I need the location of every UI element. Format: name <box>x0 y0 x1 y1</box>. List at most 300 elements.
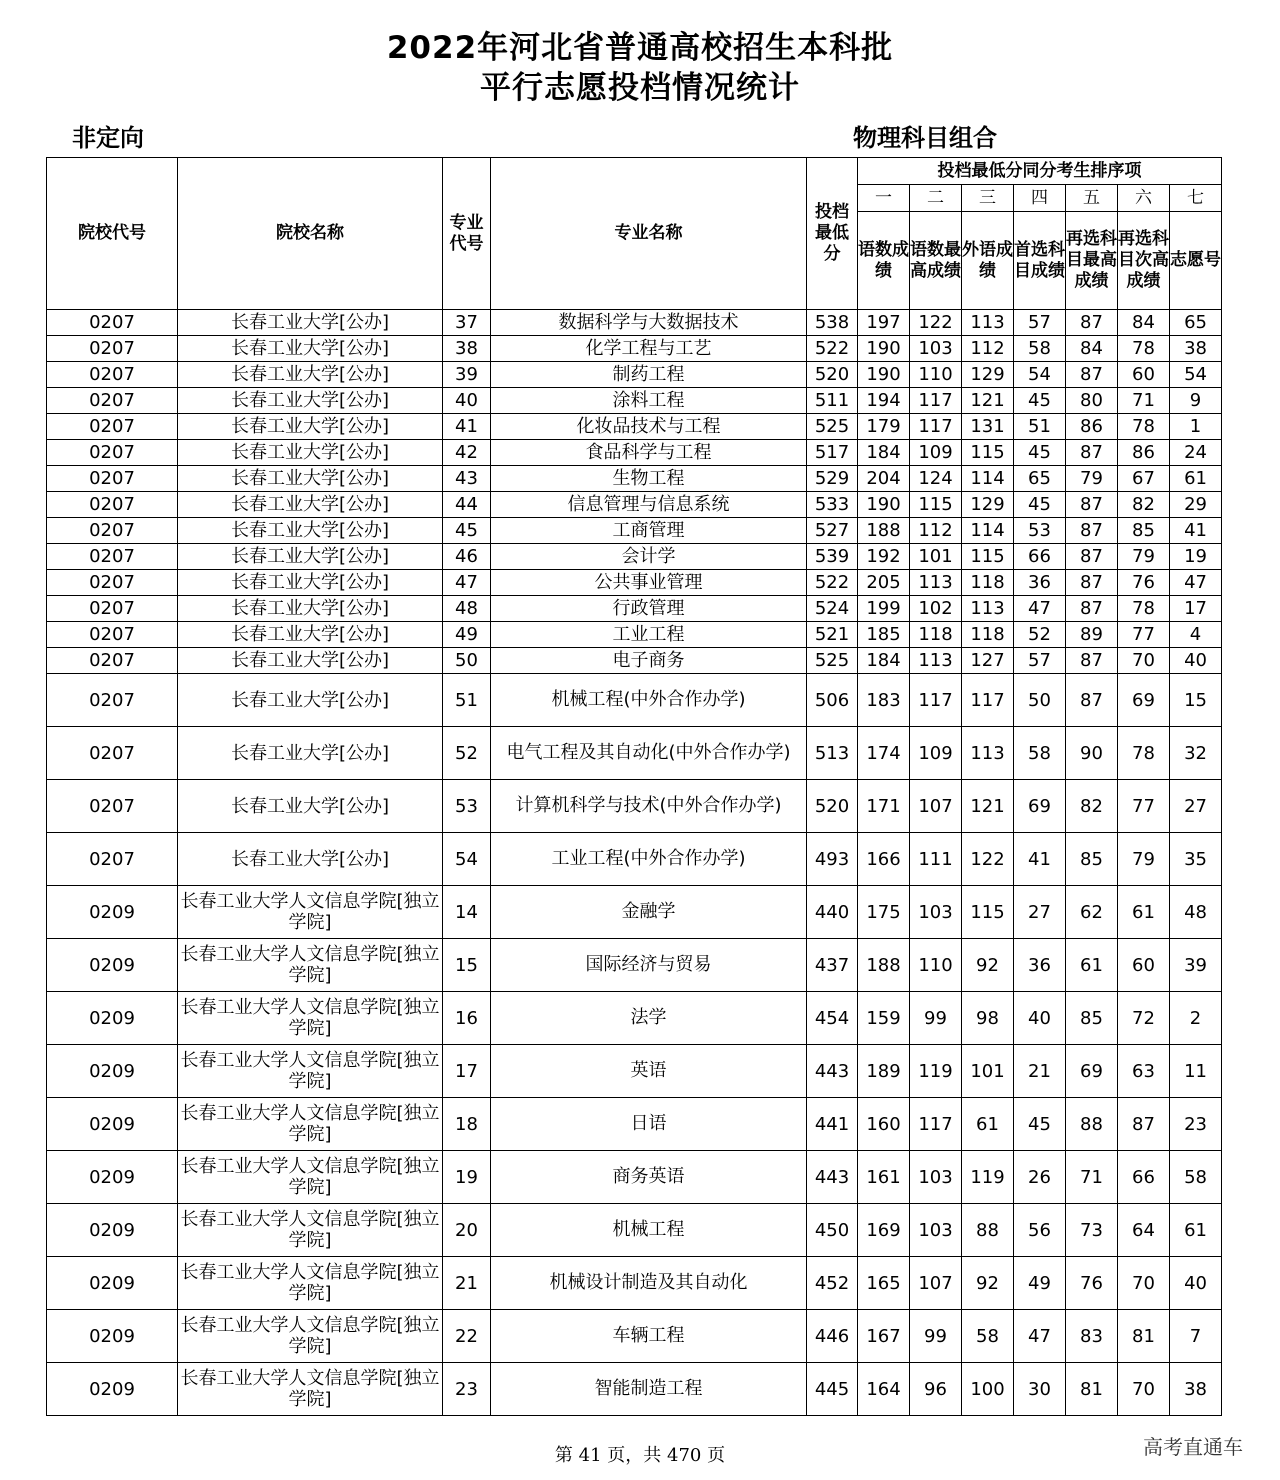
major-name-cell: 国际经济与贸易 <box>491 939 807 992</box>
table-row <box>47 886 1222 939</box>
tiebreak-cell: 161 <box>858 1151 910 1204</box>
table-row <box>47 388 1222 414</box>
major-code-cell: 46 <box>443 544 491 570</box>
tiebreak-cell: 167 <box>858 1310 910 1363</box>
tiebreak-cell: 102 <box>910 596 962 622</box>
table-row <box>47 1310 1222 1363</box>
major-code-cell: 38 <box>443 336 491 362</box>
tiebreak-cell: 171 <box>858 780 910 833</box>
tiebreak-cell: 118 <box>910 622 962 648</box>
tiebreak-cell: 118 <box>962 622 1014 648</box>
tiebreak-cell: 40 <box>1170 648 1222 674</box>
tiebreak-cell: 45 <box>1014 440 1066 466</box>
school-name-cell: 长春工业大学[公办] <box>178 492 443 518</box>
school-code-cell: 0207 <box>47 648 178 674</box>
tiebreak-cell: 113 <box>962 727 1014 780</box>
tiebreak-cell: 39 <box>1170 939 1222 992</box>
tiebreak-cell: 103 <box>910 886 962 939</box>
tiebreak-cell: 32 <box>1170 727 1222 780</box>
tiebreak-cell: 88 <box>1066 1098 1118 1151</box>
table-row <box>47 362 1222 388</box>
major-name-cell: 化妆品技术与工程 <box>491 414 807 440</box>
tiebreak-cell: 60 <box>1118 362 1170 388</box>
min-score-cell: 539 <box>807 544 858 570</box>
tiebreak-cell: 175 <box>858 886 910 939</box>
table-row <box>47 1204 1222 1257</box>
tiebreak-cell: 60 <box>1118 939 1170 992</box>
tiebreak-cell: 61 <box>1118 886 1170 939</box>
tiebreak-cell: 87 <box>1118 1098 1170 1151</box>
school-name-cell: 长春工业大学[公办] <box>178 727 443 780</box>
tiebreak-cell: 190 <box>858 492 910 518</box>
major-code-cell: 44 <box>443 492 491 518</box>
tiebreak-cell: 81 <box>1118 1310 1170 1363</box>
tiebreak-cell: 192 <box>858 544 910 570</box>
major-code-cell: 51 <box>443 674 491 727</box>
table-row <box>47 674 1222 727</box>
school-name-cell: 长春工业大学[公办] <box>178 362 443 388</box>
school-name-cell: 长春工业大学人文信息学院[独立学院] <box>178 886 443 939</box>
tiebreak-cell: 71 <box>1118 388 1170 414</box>
major-name-cell: 机械工程(中外合作办学) <box>491 674 807 727</box>
header-school-name: 院校名称 <box>178 158 443 310</box>
header-ordinal: 四 <box>1014 185 1066 212</box>
min-score-cell: 525 <box>807 648 858 674</box>
major-code-cell: 49 <box>443 622 491 648</box>
school-code-cell: 0209 <box>47 1257 178 1310</box>
tiebreak-cell: 101 <box>910 544 962 570</box>
tiebreak-cell: 87 <box>1066 648 1118 674</box>
min-score-cell: 441 <box>807 1098 858 1151</box>
tiebreak-cell: 66 <box>1014 544 1066 570</box>
tiebreak-cell: 87 <box>1066 674 1118 727</box>
tiebreak-cell: 58 <box>1014 727 1066 780</box>
tiebreak-cell: 84 <box>1118 310 1170 336</box>
subject-group-label: 物理科目组合 <box>853 124 997 152</box>
tiebreak-cell: 9 <box>1170 388 1222 414</box>
tiebreak-cell: 189 <box>858 1045 910 1098</box>
min-score-cell: 517 <box>807 440 858 466</box>
tiebreak-cell: 7 <box>1170 1310 1222 1363</box>
tiebreak-cell: 169 <box>858 1204 910 1257</box>
page-subtitle: 平行志愿投档情况统计 <box>480 70 800 106</box>
min-score-cell: 443 <box>807 1045 858 1098</box>
school-code-cell: 0207 <box>47 310 178 336</box>
school-name-cell: 长春工业大学[公办] <box>178 336 443 362</box>
major-code-cell: 22 <box>443 1310 491 1363</box>
min-score-cell: 520 <box>807 780 858 833</box>
tiebreak-cell: 119 <box>910 1045 962 1098</box>
tiebreak-cell: 107 <box>910 1257 962 1310</box>
tiebreak-cell: 92 <box>962 939 1014 992</box>
school-code-cell: 0207 <box>47 727 178 780</box>
school-name-cell: 长春工业大学[公办] <box>178 544 443 570</box>
tiebreak-cell: 96 <box>910 1363 962 1416</box>
major-code-cell: 37 <box>443 310 491 336</box>
tiebreak-cell: 61 <box>1170 1204 1222 1257</box>
tiebreak-cell: 48 <box>1170 886 1222 939</box>
school-code-cell: 0209 <box>47 939 178 992</box>
school-code-cell: 0207 <box>47 780 178 833</box>
tiebreak-cell: 45 <box>1014 388 1066 414</box>
tiebreak-cell: 47 <box>1170 570 1222 596</box>
tiebreak-cell: 80 <box>1066 388 1118 414</box>
table-row <box>47 1045 1222 1098</box>
min-score-cell: 513 <box>807 727 858 780</box>
tiebreak-cell: 197 <box>858 310 910 336</box>
min-score-cell: 454 <box>807 992 858 1045</box>
major-code-cell: 17 <box>443 1045 491 1098</box>
school-name-cell: 长春工业大学[公办] <box>178 596 443 622</box>
tiebreak-cell: 36 <box>1014 570 1066 596</box>
tiebreak-cell: 188 <box>858 939 910 992</box>
tiebreak-cell: 122 <box>962 833 1014 886</box>
tiebreak-cell: 113 <box>910 648 962 674</box>
tiebreak-cell: 77 <box>1118 780 1170 833</box>
tiebreak-cell: 117 <box>910 388 962 414</box>
tiebreak-cell: 17 <box>1170 596 1222 622</box>
tiebreak-cell: 87 <box>1066 362 1118 388</box>
school-code-cell: 0209 <box>47 886 178 939</box>
tiebreak-cell: 53 <box>1014 518 1066 544</box>
tiebreak-cell: 66 <box>1118 1151 1170 1204</box>
tiebreak-cell: 35 <box>1170 833 1222 886</box>
tiebreak-cell: 78 <box>1118 336 1170 362</box>
major-code-cell: 23 <box>443 1363 491 1416</box>
tiebreak-cell: 40 <box>1170 1257 1222 1310</box>
header-ordinal: 一 <box>858 185 910 212</box>
header-ordinal: 五 <box>1066 185 1118 212</box>
tiebreak-cell: 99 <box>910 992 962 1045</box>
school-name-cell: 长春工业大学[公办] <box>178 310 443 336</box>
tiebreak-cell: 81 <box>1066 1363 1118 1416</box>
tiebreak-cell: 69 <box>1014 780 1066 833</box>
tiebreak-cell: 45 <box>1014 492 1066 518</box>
school-name-cell: 长春工业大学人文信息学院[独立学院] <box>178 1204 443 1257</box>
tiebreak-cell: 204 <box>858 466 910 492</box>
major-name-cell: 机械工程 <box>491 1204 807 1257</box>
major-name-cell: 电子商务 <box>491 648 807 674</box>
school-code-cell: 0207 <box>47 518 178 544</box>
major-name-cell: 工商管理 <box>491 518 807 544</box>
major-name-cell: 工业工程(中外合作办学) <box>491 833 807 886</box>
min-score-cell: 529 <box>807 466 858 492</box>
tiebreak-cell: 77 <box>1118 622 1170 648</box>
tiebreak-cell: 114 <box>962 518 1014 544</box>
tiebreak-cell: 70 <box>1118 648 1170 674</box>
header-ordinal: 三 <box>962 185 1014 212</box>
tiebreak-cell: 70 <box>1118 1257 1170 1310</box>
tiebreak-cell: 112 <box>910 518 962 544</box>
tiebreak-cell: 121 <box>962 780 1014 833</box>
min-score-cell: 522 <box>807 570 858 596</box>
tiebreak-cell: 79 <box>1118 544 1170 570</box>
tiebreak-cell: 117 <box>910 1098 962 1151</box>
school-name-cell: 长春工业大学[公办] <box>178 780 443 833</box>
tiebreak-cell: 113 <box>962 596 1014 622</box>
header-major-name: 专业名称 <box>491 158 807 310</box>
tiebreak-cell: 78 <box>1118 596 1170 622</box>
tiebreak-cell: 36 <box>1014 939 1066 992</box>
min-score-cell: 524 <box>807 596 858 622</box>
tiebreak-cell: 38 <box>1170 336 1222 362</box>
tiebreak-cell: 64 <box>1118 1204 1170 1257</box>
major-name-cell: 机械设计制造及其自动化 <box>491 1257 807 1310</box>
header-item: 外语成绩 <box>962 212 1014 310</box>
tiebreak-cell: 87 <box>1066 310 1118 336</box>
tiebreak-cell: 103 <box>910 1151 962 1204</box>
tiebreak-cell: 11 <box>1170 1045 1222 1098</box>
school-name-cell: 长春工业大学[公办] <box>178 674 443 727</box>
major-name-cell: 行政管理 <box>491 596 807 622</box>
page-title: 2022年河北省普通高校招生本科批 <box>386 30 894 66</box>
school-code-cell: 0207 <box>47 544 178 570</box>
tiebreak-cell: 87 <box>1066 492 1118 518</box>
school-name-cell: 长春工业大学人文信息学院[独立学院] <box>178 939 443 992</box>
school-name-cell: 长春工业大学人文信息学院[独立学院] <box>178 1257 443 1310</box>
school-code-cell: 0207 <box>47 414 178 440</box>
tiebreak-cell: 38 <box>1170 1363 1222 1416</box>
header-item: 语数最高成绩 <box>910 212 962 310</box>
school-code-cell: 0209 <box>47 1045 178 1098</box>
tiebreak-cell: 100 <box>962 1363 1014 1416</box>
school-name-cell: 长春工业大学[公办] <box>178 648 443 674</box>
min-score-cell: 522 <box>807 336 858 362</box>
tiebreak-cell: 47 <box>1014 596 1066 622</box>
tiebreak-cell: 78 <box>1118 414 1170 440</box>
tiebreak-cell: 107 <box>910 780 962 833</box>
tiebreak-cell: 78 <box>1118 727 1170 780</box>
major-code-cell: 16 <box>443 992 491 1045</box>
table-row <box>47 1363 1222 1416</box>
major-name-cell: 商务英语 <box>491 1151 807 1204</box>
major-code-cell: 53 <box>443 780 491 833</box>
tiebreak-cell: 85 <box>1066 833 1118 886</box>
tiebreak-cell: 63 <box>1118 1045 1170 1098</box>
tiebreak-cell: 185 <box>858 622 910 648</box>
min-score-cell: 511 <box>807 388 858 414</box>
header-item: 首选科目成绩 <box>1014 212 1066 310</box>
page-footer: 第 41 页，共 470 页 <box>554 1445 726 1466</box>
tiebreak-cell: 61 <box>1170 466 1222 492</box>
tiebreak-cell: 98 <box>962 992 1014 1045</box>
tiebreak-cell: 69 <box>1066 1045 1118 1098</box>
table-row <box>47 992 1222 1045</box>
school-name-cell: 长春工业大学人文信息学院[独立学院] <box>178 1310 443 1363</box>
school-code-cell: 0207 <box>47 440 178 466</box>
school-name-cell: 长春工业大学[公办] <box>178 388 443 414</box>
school-name-cell: 长春工业大学人文信息学院[独立学院] <box>178 992 443 1045</box>
min-score-cell: 527 <box>807 518 858 544</box>
tiebreak-cell: 115 <box>910 492 962 518</box>
min-score-cell: 440 <box>807 886 858 939</box>
tiebreak-cell: 110 <box>910 939 962 992</box>
major-name-cell: 智能制造工程 <box>491 1363 807 1416</box>
min-score-cell: 525 <box>807 414 858 440</box>
tiebreak-cell: 23 <box>1170 1098 1222 1151</box>
min-score-cell: 533 <box>807 492 858 518</box>
tiebreak-cell: 194 <box>858 388 910 414</box>
school-code-cell: 0207 <box>47 674 178 727</box>
tiebreak-cell: 73 <box>1066 1204 1118 1257</box>
table-row <box>47 833 1222 886</box>
tiebreak-cell: 86 <box>1118 440 1170 466</box>
table-row <box>47 622 1222 648</box>
header-min-score: 投档最低分 <box>807 158 858 310</box>
min-score-cell: 452 <box>807 1257 858 1310</box>
school-code-cell: 0209 <box>47 992 178 1045</box>
major-name-cell: 会计学 <box>491 544 807 570</box>
tiebreak-cell: 90 <box>1066 727 1118 780</box>
tiebreak-cell: 79 <box>1066 466 1118 492</box>
tiebreak-cell: 184 <box>858 440 910 466</box>
major-name-cell: 车辆工程 <box>491 1310 807 1363</box>
tiebreak-cell: 41 <box>1014 833 1066 886</box>
major-name-cell: 计算机科学与技术(中外合作办学) <box>491 780 807 833</box>
table-row <box>47 596 1222 622</box>
tiebreak-cell: 87 <box>1066 440 1118 466</box>
min-score-cell: 521 <box>807 622 858 648</box>
tiebreak-cell: 131 <box>962 414 1014 440</box>
tiebreak-cell: 65 <box>1014 466 1066 492</box>
school-code-cell: 0207 <box>47 336 178 362</box>
tiebreak-cell: 111 <box>910 833 962 886</box>
table-row <box>47 570 1222 596</box>
header-item: 再选科目次高成绩 <box>1118 212 1170 310</box>
tiebreak-cell: 160 <box>858 1098 910 1151</box>
major-name-cell: 制药工程 <box>491 362 807 388</box>
school-code-cell: 0207 <box>47 362 178 388</box>
tiebreak-cell: 26 <box>1014 1151 1066 1204</box>
major-name-cell: 工业工程 <box>491 622 807 648</box>
header-ordinal: 二 <box>910 185 962 212</box>
school-name-cell: 长春工业大学[公办] <box>178 833 443 886</box>
tiebreak-cell: 117 <box>910 674 962 727</box>
tiebreak-cell: 109 <box>910 440 962 466</box>
major-name-cell: 生物工程 <box>491 466 807 492</box>
tiebreak-cell: 115 <box>962 544 1014 570</box>
major-code-cell: 43 <box>443 466 491 492</box>
tiebreak-cell: 87 <box>1066 544 1118 570</box>
tiebreak-cell: 190 <box>858 362 910 388</box>
tiebreak-cell: 99 <box>910 1310 962 1363</box>
header-school-code: 院校代号 <box>47 158 178 310</box>
tiebreak-cell: 4 <box>1170 622 1222 648</box>
major-name-cell: 法学 <box>491 992 807 1045</box>
school-code-cell: 0207 <box>47 492 178 518</box>
min-score-cell: 520 <box>807 362 858 388</box>
major-name-cell: 电气工程及其自动化(中外合作办学) <box>491 727 807 780</box>
tiebreak-cell: 27 <box>1014 886 1066 939</box>
major-code-cell: 48 <box>443 596 491 622</box>
tiebreak-cell: 119 <box>962 1151 1014 1204</box>
tiebreak-cell: 103 <box>910 1204 962 1257</box>
table-row <box>47 1098 1222 1151</box>
min-score-cell: 450 <box>807 1204 858 1257</box>
tiebreak-cell: 166 <box>858 833 910 886</box>
tiebreak-cell: 1 <box>1170 414 1222 440</box>
tiebreak-cell: 159 <box>858 992 910 1045</box>
tiebreak-cell: 45 <box>1014 1098 1066 1151</box>
tiebreak-cell: 56 <box>1014 1204 1066 1257</box>
school-code-cell: 0209 <box>47 1204 178 1257</box>
tiebreak-cell: 24 <box>1170 440 1222 466</box>
school-code-cell: 0209 <box>47 1151 178 1204</box>
tiebreak-cell: 40 <box>1014 992 1066 1045</box>
table-row <box>47 336 1222 362</box>
tiebreak-cell: 71 <box>1066 1151 1118 1204</box>
school-code-cell: 0209 <box>47 1363 178 1416</box>
tiebreak-cell: 54 <box>1014 362 1066 388</box>
tiebreak-cell: 27 <box>1170 780 1222 833</box>
tiebreak-cell: 30 <box>1014 1363 1066 1416</box>
tiebreak-cell: 174 <box>858 727 910 780</box>
table-row <box>47 492 1222 518</box>
min-score-cell: 538 <box>807 310 858 336</box>
table-row <box>47 440 1222 466</box>
major-code-cell: 20 <box>443 1204 491 1257</box>
major-code-cell: 39 <box>443 362 491 388</box>
school-name-cell: 长春工业大学[公办] <box>178 518 443 544</box>
major-code-cell: 19 <box>443 1151 491 1204</box>
table-row <box>47 1151 1222 1204</box>
tiebreak-cell: 65 <box>1170 310 1222 336</box>
tiebreak-cell: 205 <box>858 570 910 596</box>
tiebreak-cell: 110 <box>910 362 962 388</box>
tiebreak-cell: 87 <box>1066 596 1118 622</box>
school-code-cell: 0207 <box>47 596 178 622</box>
school-code-cell: 0207 <box>47 622 178 648</box>
major-name-cell: 英语 <box>491 1045 807 1098</box>
table-row <box>47 414 1222 440</box>
school-name-cell: 长春工业大学[公办] <box>178 570 443 596</box>
header-ordinal: 六 <box>1118 185 1170 212</box>
tiebreak-cell: 109 <box>910 727 962 780</box>
tiebreak-cell: 58 <box>962 1310 1014 1363</box>
table-row <box>47 466 1222 492</box>
tiebreak-cell: 15 <box>1170 674 1222 727</box>
school-code-cell: 0207 <box>47 833 178 886</box>
tiebreak-cell: 115 <box>962 886 1014 939</box>
tiebreak-cell: 115 <box>962 440 1014 466</box>
major-name-cell: 金融学 <box>491 886 807 939</box>
major-name-cell: 食品科学与工程 <box>491 440 807 466</box>
table-row <box>47 518 1222 544</box>
header-tiebreak-group: 投档最低分同分考生排序项 <box>858 158 1222 185</box>
major-code-cell: 52 <box>443 727 491 780</box>
tiebreak-cell: 165 <box>858 1257 910 1310</box>
min-score-cell: 443 <box>807 1151 858 1204</box>
tiebreak-cell: 86 <box>1066 414 1118 440</box>
table-row <box>47 648 1222 674</box>
tiebreak-cell: 103 <box>910 336 962 362</box>
tiebreak-cell: 117 <box>962 674 1014 727</box>
school-name-cell: 长春工业大学[公办] <box>178 414 443 440</box>
table-row <box>47 310 1222 336</box>
table-row <box>47 544 1222 570</box>
school-code-cell: 0209 <box>47 1310 178 1363</box>
tiebreak-cell: 113 <box>910 570 962 596</box>
major-code-cell: 50 <box>443 648 491 674</box>
min-score-cell: 446 <box>807 1310 858 1363</box>
tiebreak-cell: 89 <box>1066 622 1118 648</box>
tiebreak-cell: 129 <box>962 492 1014 518</box>
tiebreak-cell: 113 <box>962 310 1014 336</box>
tiebreak-cell: 121 <box>962 388 1014 414</box>
tiebreak-cell: 82 <box>1118 492 1170 518</box>
tiebreak-cell: 70 <box>1118 1363 1170 1416</box>
major-name-cell: 信息管理与信息系统 <box>491 492 807 518</box>
